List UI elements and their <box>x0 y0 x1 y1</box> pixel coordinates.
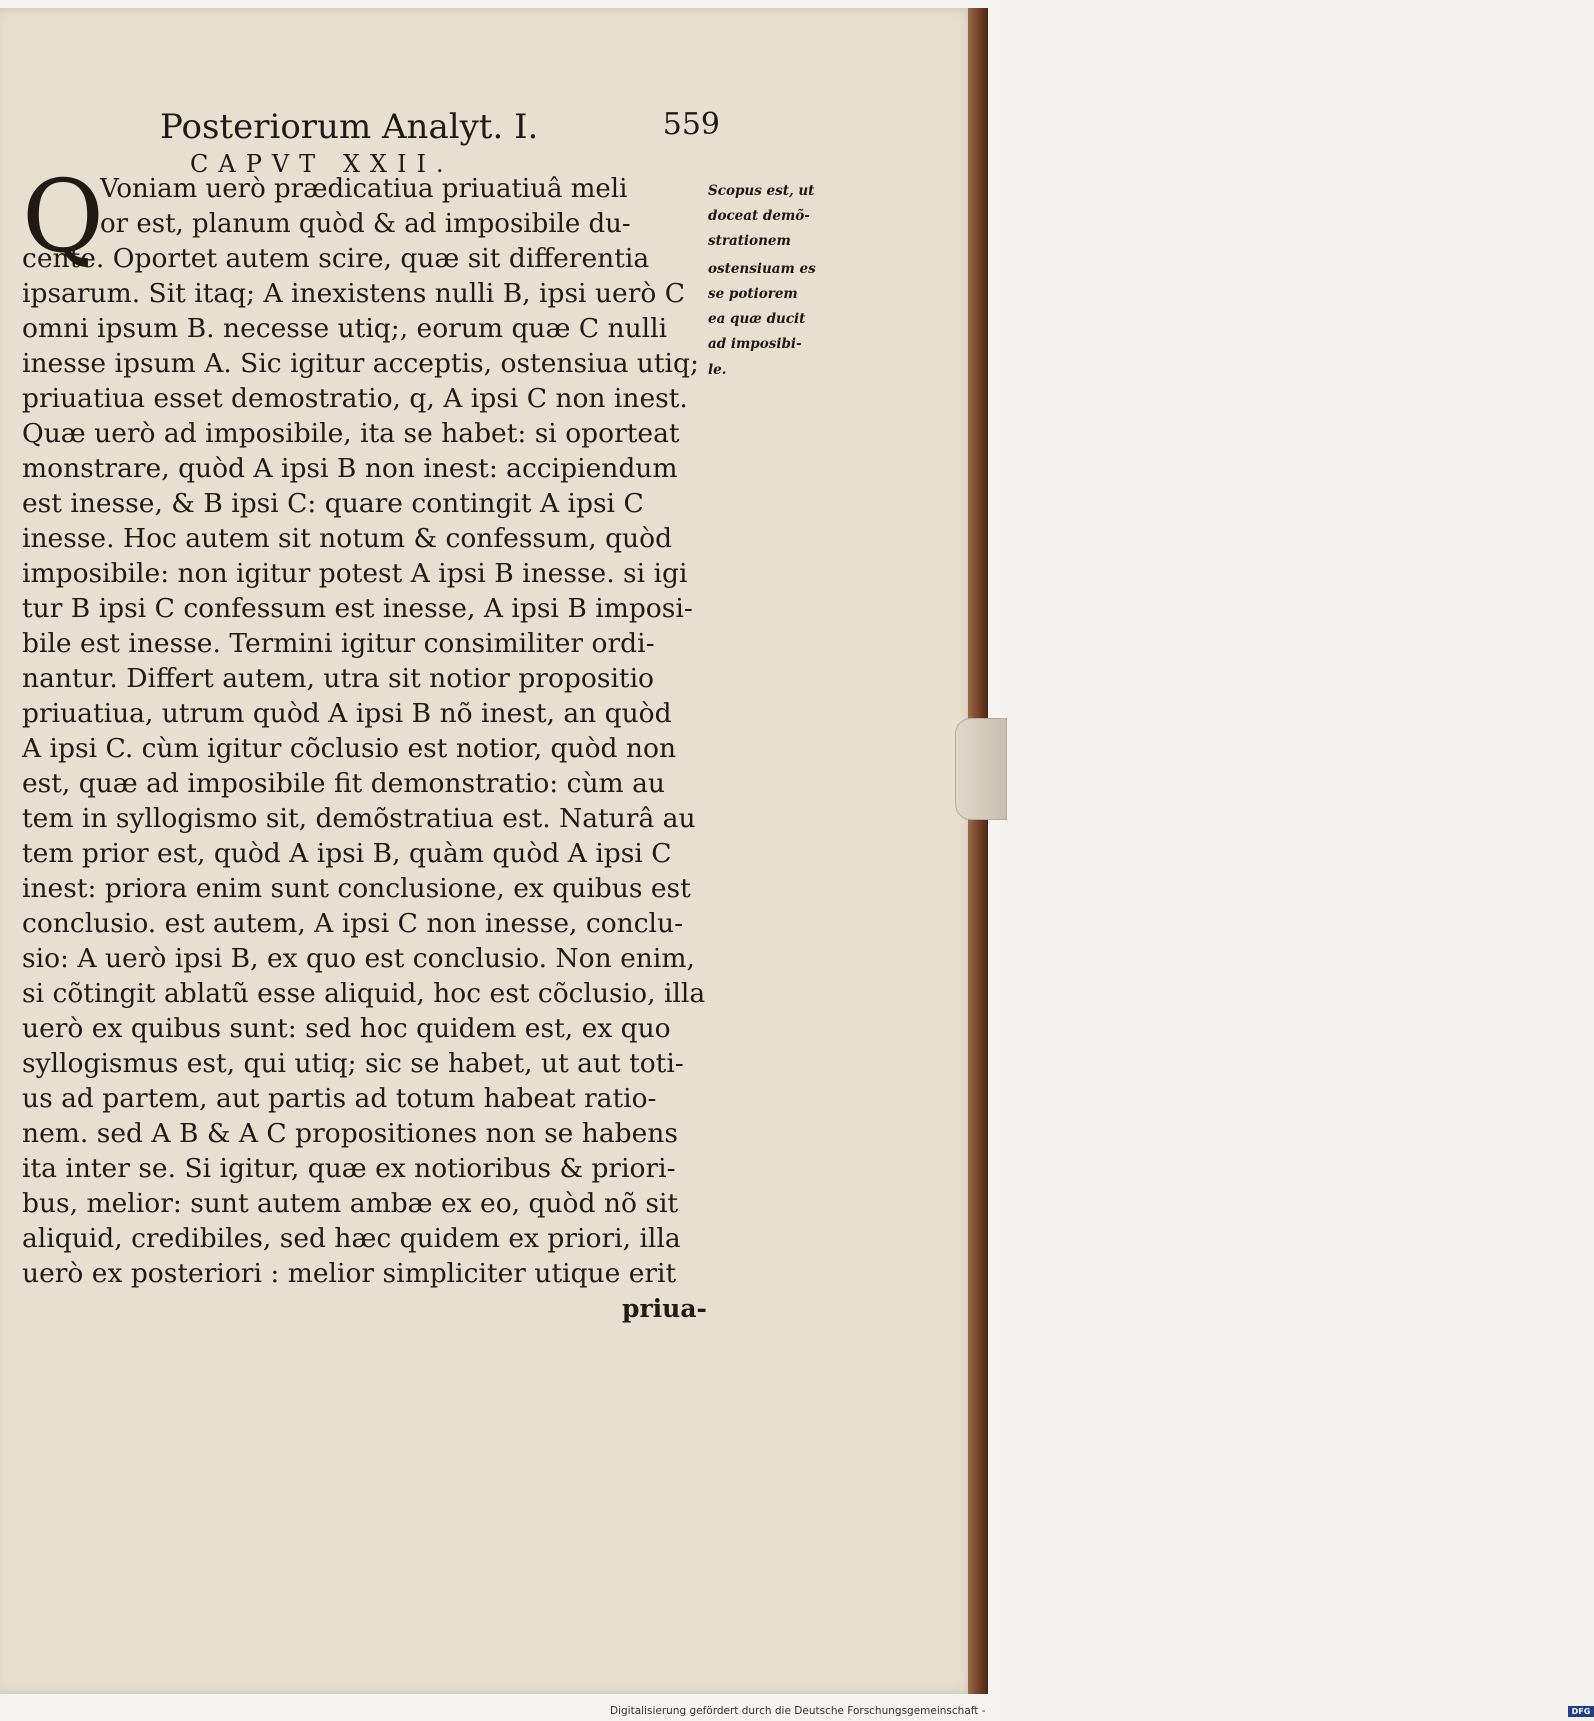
text-line: bile est inesse. Termini igitur consimiliter ordi- <box>22 628 655 659</box>
book-spine-edge <box>968 8 988 1694</box>
text-line: Quæ uerò ad imposibile, ita se habet: si oporteat <box>22 418 680 449</box>
text-line: ipsarum. Sit itaq; A inexistens nulli B, ipsi uerò C <box>22 278 686 309</box>
text-line: si cõtingit ablatũ esse aliquid, hoc est cõclusio, illa <box>22 978 706 1009</box>
text-line: nem. sed A B & A C propositiones non se habens <box>22 1118 678 1149</box>
drop-cap: Q <box>22 158 104 275</box>
text-line: priuatiua esset demostratio, q, A ipsi C non inest. <box>22 383 688 414</box>
text-line: conclusio. est autem, A ipsi C non inesse, conclu- <box>22 908 684 939</box>
running-head-title: Posteriorum Analyt. I. <box>160 107 539 147</box>
marginal-note-line: Scopus est, ut <box>708 183 815 199</box>
text-line: cente. Oportet autem scire, quæ sit differentia <box>22 243 650 274</box>
text-line: est inesse, & B ipsi C: quare contingit A ipsi C <box>22 488 644 519</box>
page-clip <box>955 718 1007 820</box>
marginal-note-line: ea quæ ducit <box>708 311 806 327</box>
marginal-note-line: doceat demõ- <box>708 208 810 224</box>
text-line: imposibile: non igitur potest A ipsi B inesse. si igi <box>22 558 688 589</box>
page-number: 559 <box>662 107 720 142</box>
text-line: inesse ipsum A. Sic igitur acceptis, ostensiua utiq; <box>22 348 699 379</box>
marginal-note-line: le. <box>708 362 727 378</box>
marginal-note-line: ostensiuam es <box>708 261 816 277</box>
marginal-note-line: se potiorem <box>708 286 798 302</box>
marginal-note-line: strationem <box>708 233 791 249</box>
chapter-heading: CAPVT XXII. <box>190 150 454 178</box>
text-line: nantur. Differt autem, utra sit notior propositio <box>22 663 655 694</box>
text-line: ita inter se. Si igitur, quæ ex notioribus & priori- <box>22 1153 676 1184</box>
text-line: A ipsi C. cùm igitur cõclusio est notior, quòd non <box>22 733 677 764</box>
text-line: sio: A uerò ipsi B, ex quo est conclusio. Non enim, <box>22 943 695 974</box>
text-line: or est, planum quòd & ad imposibile du- <box>100 209 631 239</box>
dfg-logo: DFG <box>1568 1706 1594 1717</box>
text-line: priuatiua, utrum quòd A ipsi B nõ inest, an quòd <box>22 698 672 729</box>
text-line: inest: priora enim sunt conclusione, ex quibus est <box>22 873 691 904</box>
text-line: tur B ipsi C confessum est inesse, A ipsi B imposi- <box>22 593 693 624</box>
text-line: uerò ex quibus sunt: sed hoc quidem est, ex quo <box>22 1013 671 1044</box>
text-line: Voniam uerò prædicatiua priuatiuâ meli <box>100 174 628 204</box>
text-line: aliquid, credibiles, sed hæc quidem ex priori, illa <box>22 1223 681 1254</box>
text-line: inesse. Hoc autem sit notum & confessum, quòd <box>22 523 673 554</box>
funding-credit: Digitalisierung gefördert durch die Deutsche Forschungsgemeinschaft - <box>610 1705 986 1717</box>
marginal-note-line: ad imposibi- <box>708 336 802 352</box>
text-line: syllogismus est, qui utiq; sic se habet, ut aut toti- <box>22 1048 684 1079</box>
text-line: tem in syllogismo sit, demõstratiua est. Naturâ au <box>22 803 696 834</box>
text-line: tem prior est, quòd A ipsi B, quàm quòd A ipsi C <box>22 838 672 869</box>
text-line: est, quæ ad imposibile fit demonstratio: cùm au <box>22 768 665 799</box>
catchword: priua- <box>622 1294 707 1323</box>
text-line: bus, melior: sunt autem ambæ ex eo, quòd nõ sit <box>22 1188 679 1219</box>
digitization-footer <box>600 1702 1591 1721</box>
text-line: uerò ex posteriori : melior simpliciter utique erit <box>22 1258 677 1289</box>
text-line: monstrare, quòd A ipsi B non inest: accipiendum <box>22 453 678 484</box>
text-line: omni ipsum B. necesse utiq;, eorum quæ C nulli <box>22 313 668 344</box>
text-line: us ad partem, aut partis ad totum habeat ratio- <box>22 1083 657 1114</box>
